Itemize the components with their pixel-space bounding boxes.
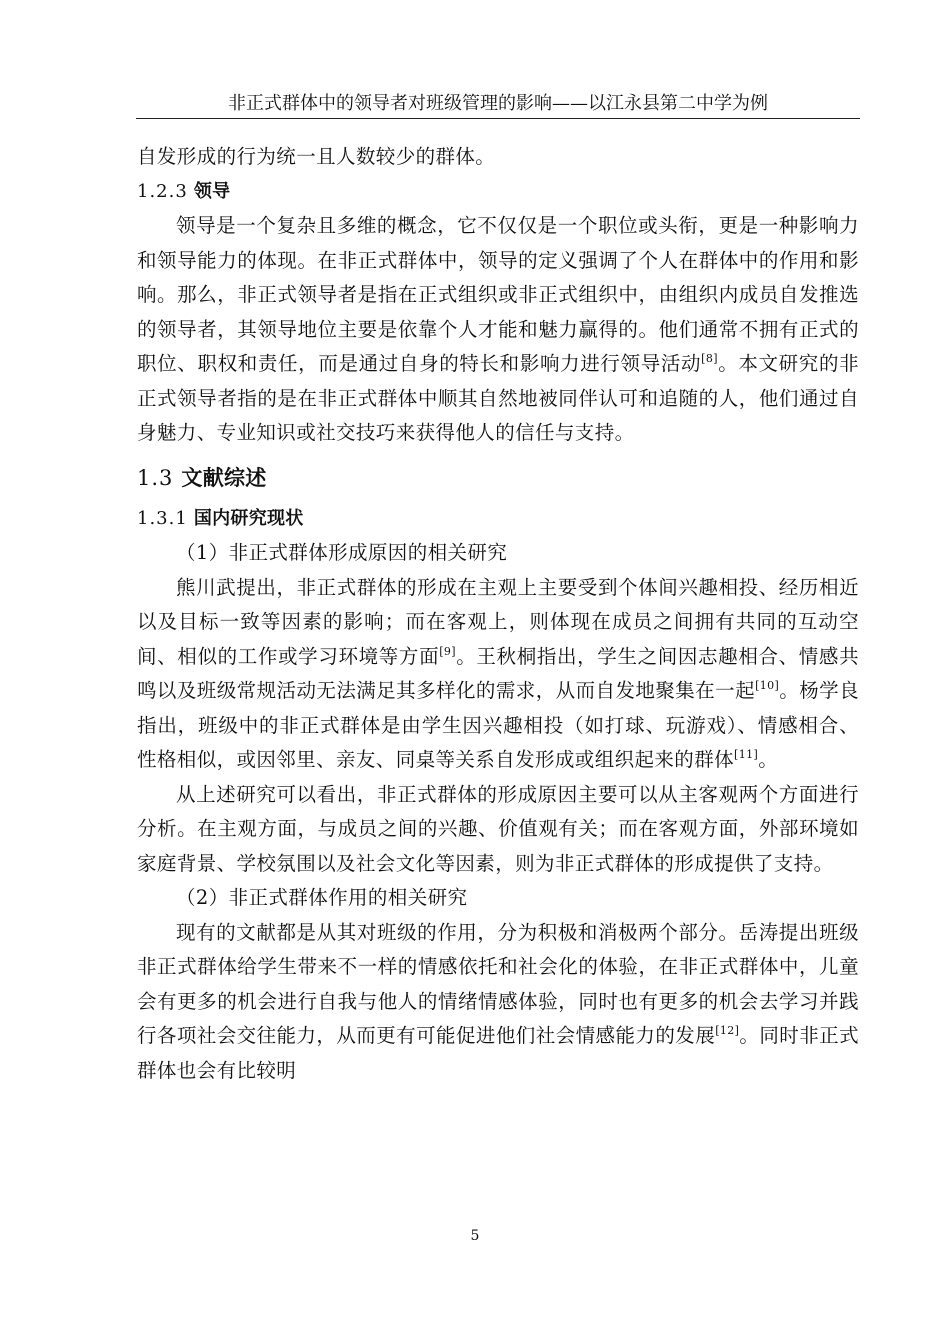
header-rule	[136, 118, 860, 119]
paragraph-roles	[137, 916, 859, 1089]
subsection-heading-1: （1）非正式群体形成原因的相关研究	[176, 541, 508, 564]
page-number: 5	[470, 1228, 480, 1244]
section-heading-1-2-3	[137, 175, 859, 210]
section-number: 1.2.3	[137, 180, 188, 202]
paragraph-summary: 从上述研究可以看出，非正式群体的形成原因主要可以从主客观两个方面进行分析。在主观方面，与成员之间的兴趣、价值观有关；而在客观方面，外部环境如家庭背景、学校氛围以及社会文化等因素，则为非正式群体的形成提供了支持。	[137, 782, 859, 875]
citation: [10]	[755, 679, 780, 692]
section-title: 文献综述	[181, 465, 267, 490]
paragraph-leadership	[137, 209, 859, 451]
citation: [12]	[715, 1024, 740, 1037]
citation: [11]	[734, 748, 759, 761]
paragraph-causes	[137, 571, 859, 778]
text-run: 领导是一个复杂且多维的概念，它不仅仅是一个职位或头衔，更是一种影响力和领导能力的体现。在非正式群体中，领导的定义强调了个人在群体中的作用和影响。那么，非正式领导者是指在正式组织或非正式组织中，由组织内成员自发推选的领导者，其领导地位主要是依靠个人才能和魅力赢得的。他们通常不拥有正式的职位、职权和责任，而是通过自身的特长和影响力进行领导活动	[137, 214, 859, 375]
citation: [9]	[439, 644, 457, 658]
text-run: 。杨学良指出，班级中的非正式群体是由学生因兴趣相投（如打球、玩游戏）、情感相合、性格相似，或因邻里、亲友、同桌等关系自发形成或组织起来的群体	[137, 679, 859, 771]
section-number: 1.3	[137, 465, 174, 490]
section-title: 国内研究现状	[193, 507, 304, 529]
section-heading-1-3-1	[137, 502, 859, 537]
page-body	[137, 140, 859, 1088]
text-run: 。	[758, 748, 779, 771]
citation: [8]	[701, 352, 718, 365]
text-run: 。本文研究的非正式领导者指的是在非正式群体中顺其自然地被同伴认可和追随的人，他们通过自身魅力、专业知识或社交技巧来获得他人的信任与支持。	[137, 352, 859, 444]
text-run: 。同时非正式群体也会有比较明	[137, 1024, 859, 1082]
subsection-heading-2: （2）非正式群体作用的相关研究	[176, 886, 468, 909]
paragraph-continued: 自发形成的行为统一且人数较少的群体。	[137, 145, 496, 168]
text-run: 现有的文献都是从其对班级的作用，分为积极和消极两个部分。岳涛提出班级非正式群体给学生带来不一样的情感依托和社会化的体验，在非正式群体中，儿童会有更多的机会进行自我与他人的情绪情感体验，同时也有更多的机会去学习并践行各项社会交往能力，从而更有可能促进他们社会情感能力的发展	[137, 920, 859, 1047]
text-run: 熊川武提出，非正式群体的形成在主观上主要受到个体间兴趣相投、经历相近以及目标一致等因素的影响；而在客观上，则体现在成员之间拥有共同的互动空间、相似的工作或学习环境等方面	[137, 575, 859, 668]
running-header: 非正式群体中的领导者对班级管理的影响——以江永县第二中学为例	[228, 93, 768, 114]
text-run: 。王秋桐指出，学生之间因志趣相合、情感共鸣以及班级常规活动无法满足其多样化的需求，从而自发地聚集在一起	[137, 644, 859, 702]
section-number: 1.3.1	[137, 507, 188, 529]
section-title: 领导	[193, 180, 231, 202]
section-heading-1-3	[137, 463, 859, 493]
